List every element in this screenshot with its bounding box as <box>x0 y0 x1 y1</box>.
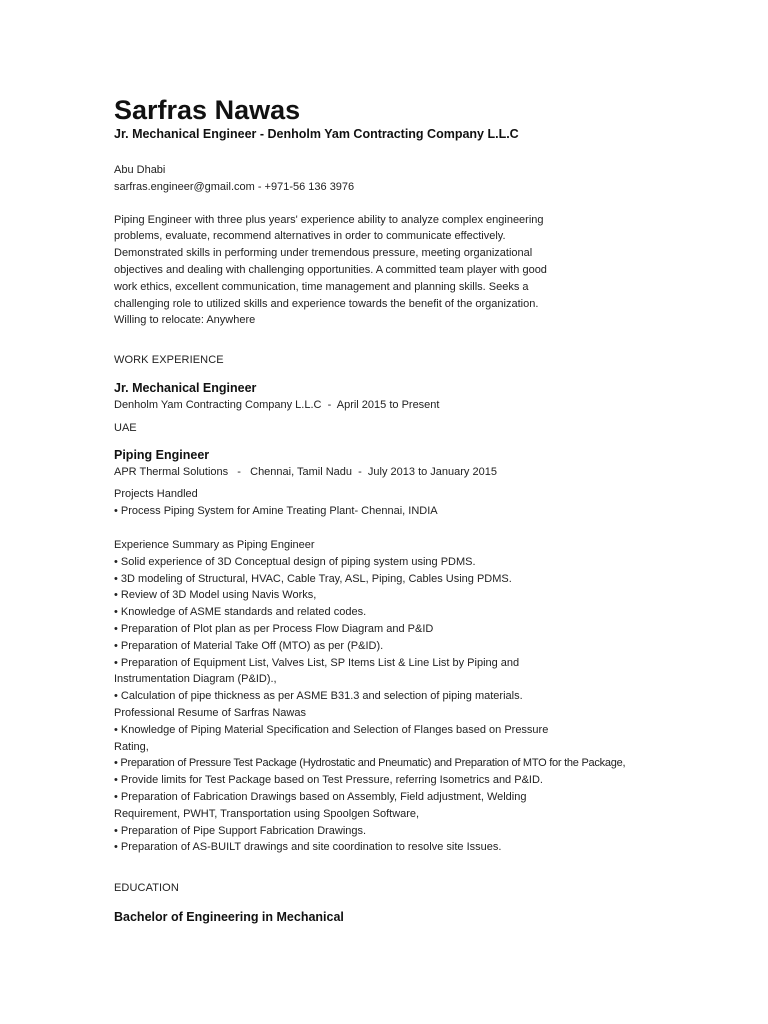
summary-line: Piping Engineer with three plus years' experience ability to analyze complex engineering <box>114 213 544 226</box>
job-entry <box>114 380 674 437</box>
summary-line: objectives and dealing with challenging opportunities. A committed team player with good <box>114 263 547 276</box>
job-meta: Denholm Yam Contracting Company L.L.C - April 2015 to Present <box>114 398 440 411</box>
projects-label: Projects Handled <box>114 488 198 501</box>
experience-line: • Preparation of Pressure Test Package (Hydrostatic and Pneumatic) and Preparation of MTO for the Package, <box>114 757 626 770</box>
experience-line: • 3D modeling of Structural, HVAC, Cable Tray, ASL, Piping, Cables Using PDMS. <box>114 572 512 585</box>
experience-line: • Review of 3D Model using Navis Works, <box>114 589 317 602</box>
summary <box>114 212 674 330</box>
summary-line: work ethics, excellent communication, time management and planning skills. Seeks a <box>114 280 529 293</box>
work-experience-heading: WORK EXPERIENCE <box>114 354 224 367</box>
experience-line: • Solid experience of 3D Conceptual design of piping system using PDMS. <box>114 555 476 568</box>
experience-line: Rating, <box>114 740 149 753</box>
experience-line: Experience Summary as Piping Engineer <box>114 538 315 551</box>
experience-line: Instrumentation Diagram (P&ID)., <box>114 673 277 686</box>
candidate-name: Sarfras Nawas <box>114 95 301 125</box>
education-degree: Bachelor of Engineering in Mechanical <box>114 909 344 924</box>
candidate-headline: Jr. Mechanical Engineer - Denholm Yam Contracting Company L.L.C <box>114 127 519 141</box>
candidate-contact: sarfras.engineer@gmail.com - +971-56 136 3976 <box>114 180 355 193</box>
experience-list <box>114 537 674 856</box>
summary-line: problems, evaluate, recommend alternatives in order to communicate effectively. <box>114 230 506 243</box>
experience-line: • Preparation of Pipe Support Fabrication Drawings. <box>114 824 367 837</box>
experience-line: • Preparation of Equipment List, Valves List, SP Items List & Line List by Piping and <box>114 656 520 669</box>
experience-line: • Knowledge of Piping Material Specification and Selection of Flanges based on Pressure <box>114 723 549 736</box>
experience-line: • Preparation of Material Take Off (MTO) as per (P&ID). <box>114 639 384 652</box>
project-item: • Process Piping System for Amine Treating Plant- Chennai, INDIA <box>114 505 438 518</box>
job-title: Piping Engineer <box>114 447 210 462</box>
experience-line: • Provide limits for Test Package based on Test Pressure, referring Isometrics and P&ID. <box>114 774 543 787</box>
experience-line: • Calculation of pipe thickness as per ASME B31.3 and selection of piping materials. <box>114 690 523 703</box>
experience-line: • Preparation of AS-BUILT drawings and site coordination to resolve site Issues. <box>114 841 502 854</box>
experience-line: Requirement, PWHT, Transportation using Spoolgen Software, <box>114 807 420 820</box>
summary-line: Demonstrated skills in performing under tremendous pressure, meeting organizational <box>114 247 533 260</box>
education-heading: EDUCATION <box>114 882 179 895</box>
resume-page <box>114 94 674 926</box>
experience-line: • Knowledge of ASME standards and related codes. <box>114 606 367 619</box>
job-location: UAE <box>114 421 137 434</box>
job-entry <box>114 447 674 857</box>
summary-line: Willing to relocate: Anywhere <box>114 314 256 327</box>
summary-line: challenging role to utilized skills and experience towards the benefit of the organization. <box>114 297 539 310</box>
job-meta: APR Thermal Solutions - Chennai, Tamil Nadu - July 2013 to January 2015 <box>114 465 497 478</box>
experience-line: Professional Resume of Sarfras Nawas <box>114 706 306 719</box>
job-title: Jr. Mechanical Engineer <box>114 380 257 395</box>
experience-line: • Preparation of Fabrication Drawings based on Assembly, Field adjustment, Welding <box>114 790 527 803</box>
experience-line: • Preparation of Plot plan as per Process Flow Diagram and P&ID <box>114 622 434 635</box>
candidate-location: Abu Dhabi <box>114 164 166 176</box>
